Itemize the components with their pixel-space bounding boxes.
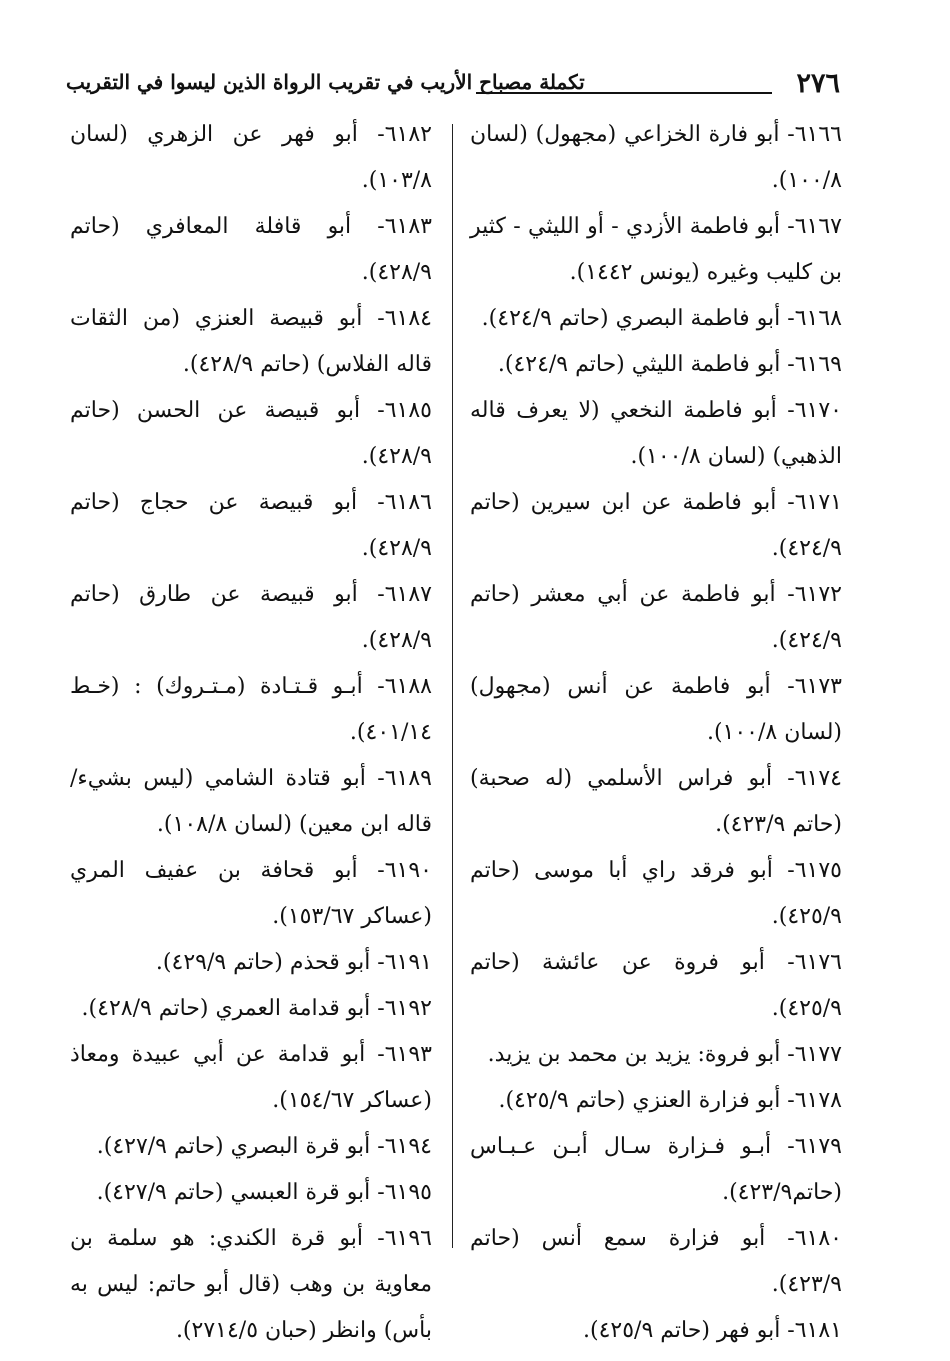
entry-6170: ٦١٧٠- أبو فاطمة النخعي (لا يعرف قاله الذهبي) (لسان ١٠٠/٨). bbox=[470, 398, 842, 469]
entry-6166: ٦١٦٦- أبو فارة الخزاعي (مجهول) (لسان ١٠٠/٨). bbox=[470, 122, 842, 193]
entry-6182: ٦١٨٢- أبو فهر عن الزهري (لسان ١٠٣/٨). bbox=[70, 122, 432, 193]
entry-6173: ٦١٧٣- أبو فاطمة عن أنس (مجهول) (لسان ١٠٠/٨). bbox=[470, 674, 842, 745]
running-title: تكملة مصباح الأريب في تقريب الرواة الذين ليسوا في التقريب bbox=[66, 70, 585, 94]
entry-6195: ٦١٩٥- أبو قرة العبسي (حاتم ٤٢٧/٩). bbox=[96, 1180, 432, 1205]
entry-6176: ٦١٧٦- أبو فروة عن عائشة (حاتم ٤٢٥/٩). bbox=[470, 950, 842, 1021]
entry-6168: ٦١٦٨- أبو فاطمة البصري (حاتم ٤٢٤/٩). bbox=[481, 306, 842, 331]
entry-6196: ٦١٩٦- أبو قرة الكندي: هو سلمة بن معاوية بن وهب (قال أبو حاتم: ليس به بأس) وانظر (حبان ٢٧١٤/٥). bbox=[70, 1226, 432, 1343]
entry-6184: ٦١٨٤- أبو قبيصة العنزي (من الثقات قاله الفلاس) (حاتم ٤٢٨/٩). bbox=[70, 306, 432, 377]
page-number: ٢٧٦ bbox=[796, 68, 840, 99]
page-header bbox=[66, 62, 846, 110]
entry-6186: ٦١٨٦- أبو قبيصة عن حجاج (حاتم ٤٢٨/٩). bbox=[70, 490, 432, 561]
left-column bbox=[70, 112, 432, 1354]
entry-6191: ٦١٩١- أبو قحذم (حاتم ٤٢٩/٩). bbox=[155, 950, 432, 975]
entry-6189: ٦١٨٩- أبو قتادة الشامي (ليس بشيء/قاله ابن معين) (لسان ١٠٨/٨). bbox=[70, 766, 432, 837]
entry-6193: ٦١٩٣- أبو قدامة عن أبي عبيدة ومعاذ (عساكر ١٥٤/٦٧). bbox=[70, 1042, 432, 1113]
entry-6167: ٦١٦٧- أبو فاطمة الأزدي - أو الليثي - كثير بن كليب وغيره (يونس ١٤٤٢). bbox=[470, 214, 842, 285]
column-divider bbox=[452, 124, 453, 1248]
entry-6187: ٦١٨٧- أبو قبيصة عن طارق (حاتم ٤٢٨/٩). bbox=[70, 582, 432, 653]
right-column bbox=[470, 112, 842, 1354]
entry-6190: ٦١٩٠- أبو قحافة بن عفيف المري (عساكر ١٥٣/٦٧). bbox=[70, 858, 432, 929]
entry-6177: ٦١٧٧- أبو فروة: يزيد بن محمد بن يزيد. bbox=[487, 1042, 842, 1067]
entry-6183: ٦١٨٣- أبو قافلة المعافري (حاتم ٤٢٨/٩). bbox=[70, 214, 432, 285]
entry-6175: ٦١٧٥- أبو فرقد راي أبا موسى (حاتم ٤٢٥/٩). bbox=[470, 858, 842, 929]
entry-6194: ٦١٩٤- أبو قرة البصري (حاتم ٤٢٧/٩). bbox=[96, 1134, 432, 1159]
entry-6180: ٦١٨٠- أبو فزارة سمع أنس (حاتم ٤٢٣/٩). bbox=[470, 1226, 842, 1297]
entry-6172: ٦١٧٢- أبو فاطمة عن أبي معشر (حاتم ٤٢٤/٩). bbox=[470, 582, 842, 653]
entry-6192: ٦١٩٢- أبو قدامة العمري (حاتم ٤٢٨/٩). bbox=[81, 996, 432, 1021]
entry-6178: ٦١٧٨- أبو فزارة العنزي (حاتم ٤٢٥/٩). bbox=[498, 1088, 842, 1113]
entry-6181: ٦١٨١- أبو فهر (حاتم ٤٢٥/٩). bbox=[583, 1318, 842, 1343]
entry-6185: ٦١٨٥- أبو قبيصة عن الحسن (حاتم ٤٢٨/٩). bbox=[70, 398, 432, 469]
entry-6179: ٦١٧٩- أبـو فـزارة سـال أبـن عـبـاس (حاتم٤٢٣/٩). bbox=[470, 1134, 842, 1205]
entry-6171: ٦١٧١- أبو فاطمة عن ابن سيرين (حاتم ٤٢٤/٩). bbox=[470, 490, 842, 561]
entry-6169: ٦١٦٩- أبو فاطمة الليثي (حاتم ٤٢٤/٩). bbox=[497, 352, 842, 377]
entry-6174: ٦١٧٤- أبو فراس الأسلمي (له صحبة) (حاتم ٤٢٣/٩). bbox=[470, 766, 842, 837]
entry-6188: ٦١٨٨- أبـو قـتـادة (مـتـروك) : (خـط ٤٠١/١٤). bbox=[70, 674, 432, 745]
